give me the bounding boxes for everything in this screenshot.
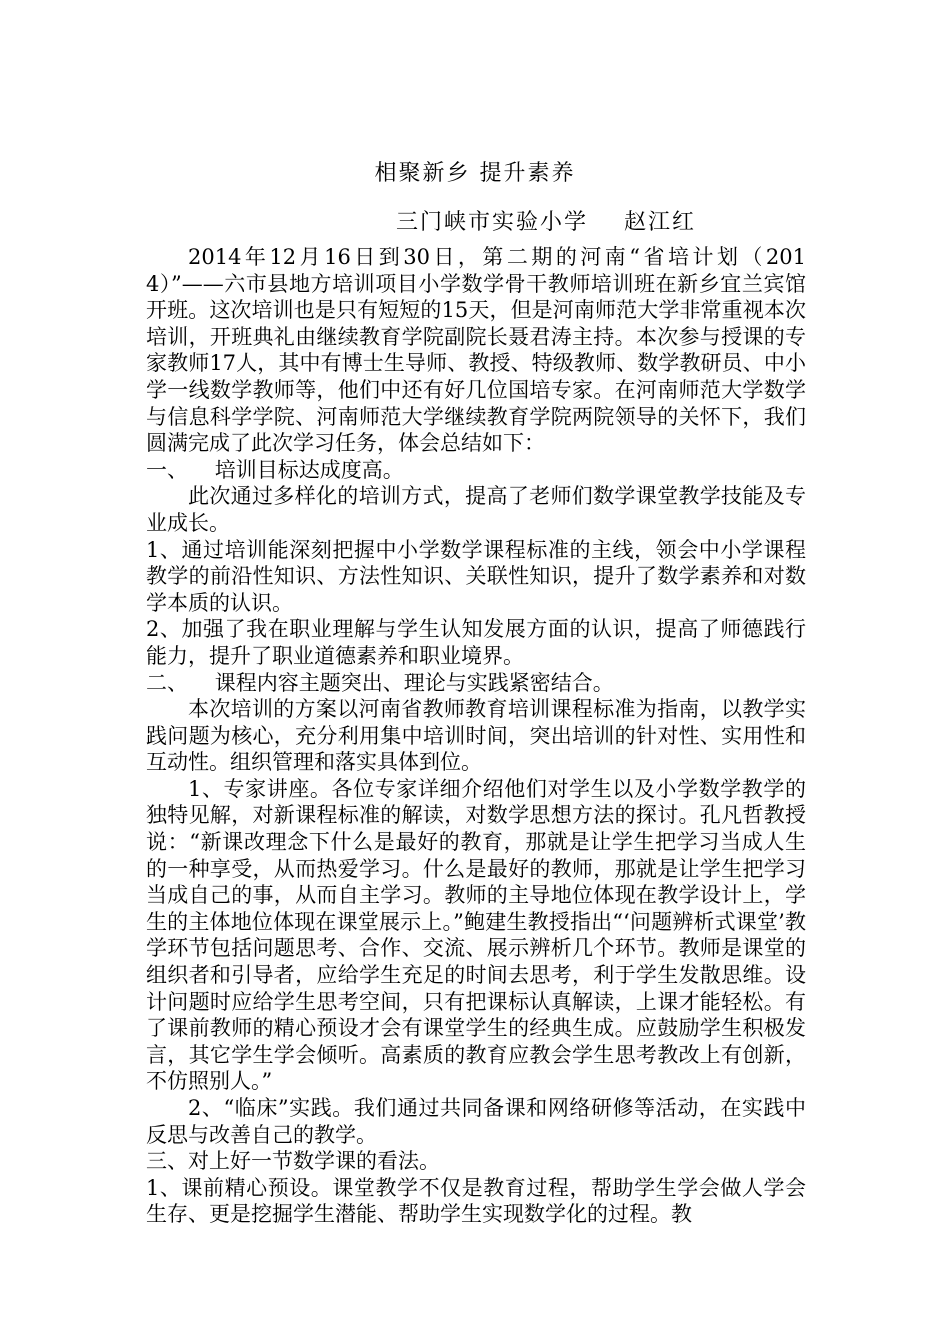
section-heading-1: 一、 培训目标达成度高。 bbox=[146, 457, 404, 482]
paragraph-3-item-1: 1、课前精心预设。课堂教学不仅是教育过程，帮助学生学会做人学会生存、更是挖掘学生潜能、帮助学生实现数学化的过程。教 bbox=[146, 1175, 806, 1227]
author-line: 三门峡市实验小学 赵江红 bbox=[396, 210, 696, 235]
paragraph-intro: 2014年12月16日到30日，第二期的河南“省培计划（2014）”——六市县地方培训项目小学数学骨干教师培训班在新乡宜兰宾馆开班。这次培训也是只有短短的15天，但是河南师范大学非常重视本次培训，开班典礼由继续教育学院副院长聂君涛主持。本次参与授课的专家教师17人，其中有博士生导师、教授、特级教师、数学教研员、中小学一线数学教师等，他们中还有好几位国培专家。在河南师范大学数学与信息科学学院、河南师范大学继续教育学院两院领导的关怀下，我们圆满完成了此次学习任务，体会总结如下： bbox=[146, 245, 806, 456]
paragraph-2-item-1: 1、专家讲座。各位专家详细介绍他们对学生以及小学数学教学的独特见解，对新课程标准的解读，对数学思想方法的探讨。孔凡哲教授说：“新课改理念下什么是最好的教育，那就是让学生把学习当成人生的一种享受，从而热爱学习。什么是最好的教师，那就是让学生把学习当成自己的事，从而自主学习。教师的主导地位体现在教学设计上，学生的主体地位体现在课堂展示上。”鲍建生教授指出“‘问题辨析式课堂’教学环节包括问题思考、合作、交流、展示辨析几个环节。教师是课堂的组织者和引导者，应给学生充足的时间去思考，利于学生发散思维。设计问题时应给学生思考空间，只有把课标认真解读，上课才能轻松。有了课前教师的精心预设才会有课堂学生的经典生成。应鼓励学生积极发言，其它学生学会倾听。高素质的教育应教会学生思考教改上有创新，不仿照别人。” bbox=[146, 776, 806, 1094]
paragraph-1-item-1: 1、通过培训能深刻把握中小学数学课程标准的主线，领会中小学课程教学的前沿性知识、方法性知识、关联性知识，提升了数学素养和对数学本质的认识。 bbox=[146, 537, 806, 615]
document-title: 相聚新乡 提升素养 bbox=[374, 161, 576, 186]
paragraph-2: 本次培训的方案以河南省教师教育培训课程标准为指南，以教学实践问题为核心，充分利用集中培训时间，突出培训的针对性、实用性和互动性。组织管理和落实具体到位。 bbox=[146, 697, 806, 775]
section-heading-2: 二、 课程内容主题突出、理论与实践紧密结合。 bbox=[146, 670, 614, 695]
paragraph-1-item-2: 2、加强了我在职业理解与学生认知发展方面的认识，提高了师德践行能力，提升了职业道德素养和职业境界。 bbox=[146, 617, 806, 668]
paragraph-1: 此次通过多样化的培训方式，提高了老师们数学课堂教学技能及专业成长。 bbox=[146, 484, 806, 535]
section-heading-3: 三、对上好一节数学课的看法。 bbox=[146, 1149, 440, 1174]
document-body bbox=[146, 244, 806, 1228]
paragraph-2-item-2: 2、“临床”实践。我们通过共同备课和网络研修等活动，在实践中反思与改善自己的教学。 bbox=[146, 1096, 806, 1147]
